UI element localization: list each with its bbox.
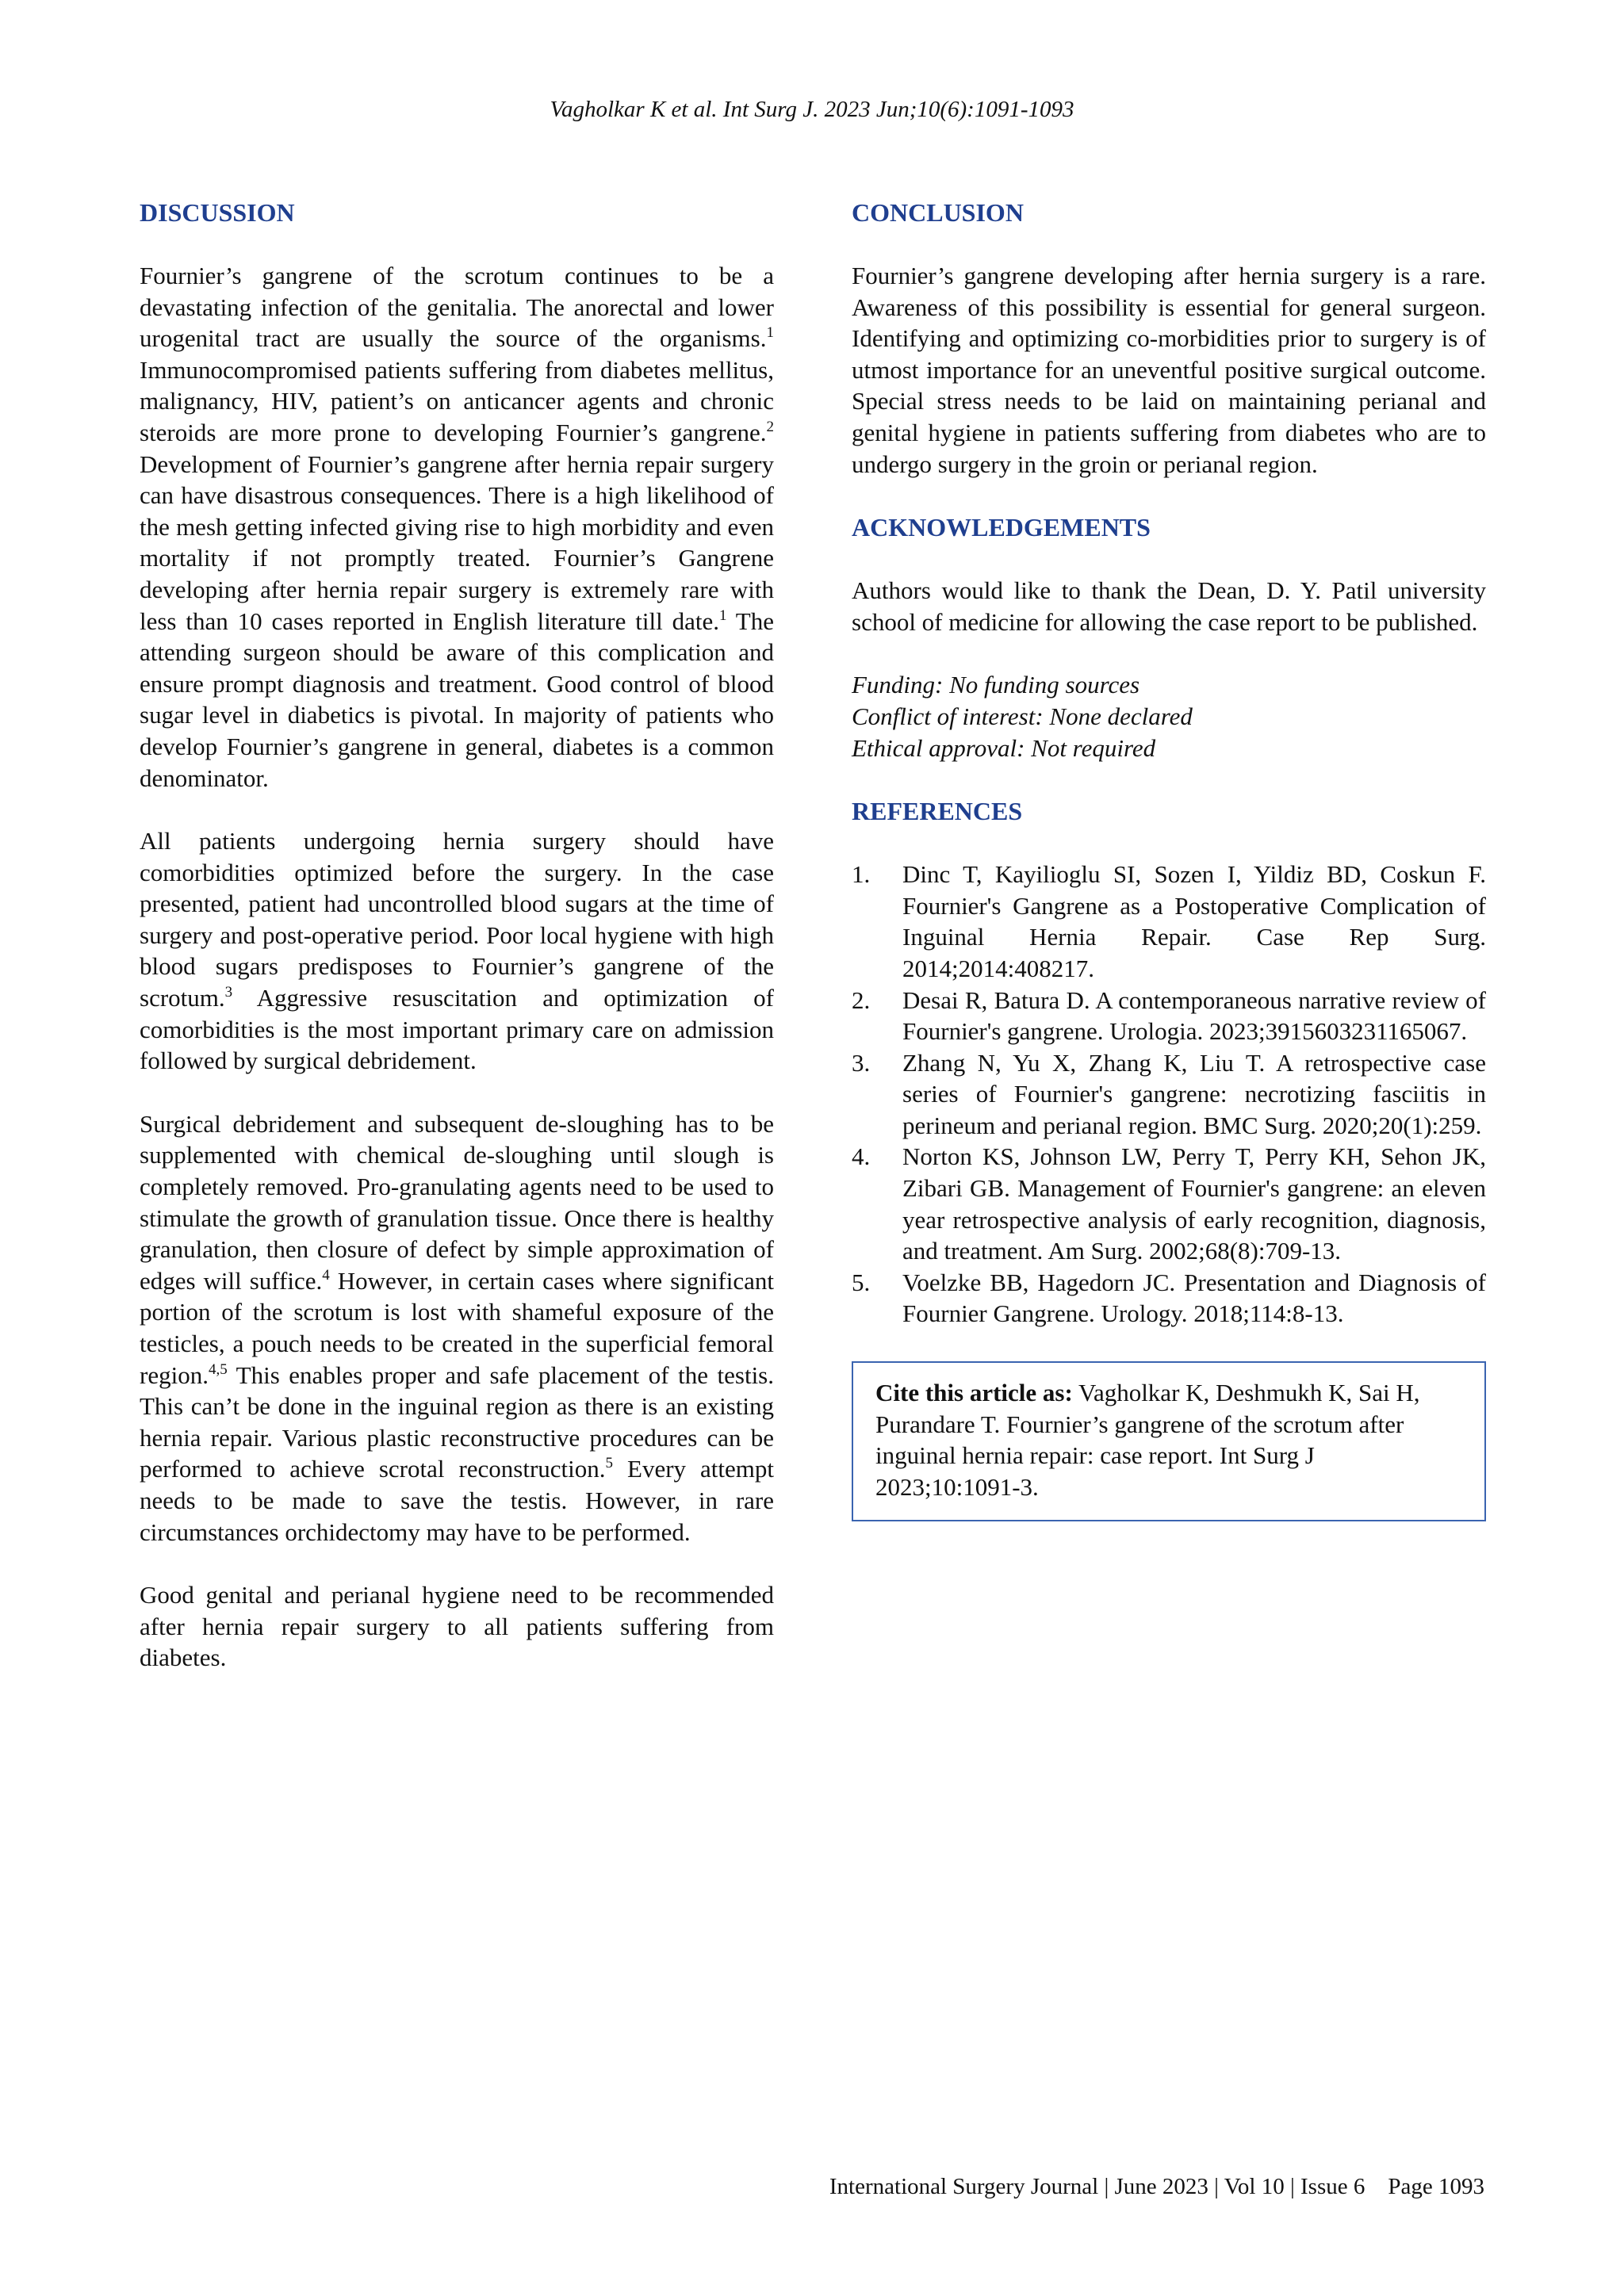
- reference-item: 3. Zhang N, Yu X, Zhang K, Liu T. A retrospective case series of Fournier's gangrene: necrotizing fasciitis in perineum and perianal region. BMC Surg. 2020;20(1):259.: [852, 1048, 1486, 1139]
- discussion-paragraph-4: Good genital and perianal hygiene need to be recommended after hernia repair surgery to all patients suffering from diabetes.: [140, 1581, 774, 1672]
- declarations: [852, 669, 1486, 763]
- references-list: [852, 859, 1486, 1330]
- citation-superscript: 5: [605, 1455, 614, 1472]
- reference-item: 5. Voelzke BB, Hagedorn JC. Presentation and Diagnosis of Fournier Gangrene. Urology. 2018;114:8-13.: [852, 1268, 1486, 1328]
- citation-superscript: 3: [224, 984, 233, 1001]
- ethical-statement: Ethical approval: Not required: [852, 733, 1156, 762]
- acknowledgements-heading: ACKNOWLEDGEMENTS: [852, 513, 1151, 542]
- running-head: Vagholkar K et al. Int Surg J. 2023 Jun;10(6):1091-1093: [550, 97, 1074, 122]
- page-footer: International Surgery Journal | June 2023 | Vol 10 | Issue 6 Page 1093: [829, 2174, 1484, 2199]
- citation-superscript: 2: [766, 418, 774, 435]
- citation-superscript: 1: [718, 607, 727, 624]
- funding-statement: Funding: No funding sources: [852, 671, 1140, 699]
- conclusion-heading: CONCLUSION: [852, 198, 1024, 227]
- reference-item: 1. Dinc T, Kayilioglu SI, Sozen I, Yildiz BD, Coskun F. Fournier's Gangrene as a Postoperative Complication of Inguinal Hernia Repair. Case Rep Surg. 2014;2014:408217.: [852, 860, 1486, 982]
- reference-item: 4. Norton KS, Johnson LW, Perry T, Perry KH, Sehon JK, Zibari GB. Management of Fournier's gangrene: an eleven year retrospective analysis of early recognition, diagnosis, and treatment. Am Surg. 2002;68(8):709-13.: [852, 1142, 1486, 1265]
- left-column: [140, 197, 774, 1674]
- conclusion-paragraph: Fournier’s gangrene developing after hernia surgery is a rare. Awareness of this possibility is essential for general surgeon. Identifying and optimizing co-morbidities prior to surgery is of utmost importance for an uneventful positive surgical outcome. Special stress needs to be laid on maintaining perianal and genital hygiene in patients suffering from diabetes who are to undergo surgery in the groin or perianal region.: [852, 262, 1486, 478]
- cite-label: Cite this article as:: [875, 1379, 1073, 1407]
- citation-superscript: 4,5: [208, 1360, 228, 1378]
- discussion-paragraph-1: Fournier’s gangrene of the scrotum continues to be a devastating infection of the genitalia. The anorectal and lower urogenital tract are usually the source of the organisms.$^1$ Immunocompromised patients suffering from diabetes mellitus, malignancy, HIV, patient’s on anticancer agents and chronic steroids are more prone to developing Fournier’s gangrene.$^2$ Development of Fournier’s gangrene after hernia repair surgery can have disastrous consequences. There is a high likelihood of the mesh getting infected giving rise to high morbidity and even mortality if not promptly treated. Fournier’s Gangrene developing after hernia repair surgery is extremely rare with less than 10 cases reported in English literature till date.$^1$ The attending surgeon should be aware of this complication and ensure prompt diagnosis and treatment. Good control of blood sugar level in diabetics is pivotal. In majority of patients who develop Fournier’s gangrene in general, diabetes is a common denominator.: [140, 262, 774, 792]
- acknowledgements-paragraph: Authors would like to thank the Dean, D. Y. Patil university school of medicine for allowing the case report to be published.: [852, 576, 1486, 636]
- discussion-heading: DISCUSSION: [140, 198, 295, 227]
- citation-superscript: 1: [766, 324, 774, 342]
- discussion-paragraph-3: Surgical debridement and subsequent de-sloughing has to be supplemented with chemical de-sloughing until slough is completely removed. Pro-granulating agents need to be used to stimulate the growth of granulation tissue. Once there is healthy granulation, then closure of defect by simple approximation of edges will suffice.$^4$ However, in certain cases where significant portion of the scrotum is lost with shameful exposure of the testicles, a pouch needs to be created in the superficial femoral region.$^{4,5}$ This enables proper and safe placement of the testis. This can’t be done in the inguinal region as there is an existing hernia repair. Various plastic reconstructive procedures can be performed to achieve scrotal reconstruction.$^5$ Every attempt needs to be made to save the testis. However, in rare circumstances orchidectomy may have to be performed.: [140, 1109, 775, 1546]
- discussion-paragraph-2: All patients undergoing hernia surgery should have comorbidities optimized before the surgery. In the case presented, patient had uncontrolled blood sugars at the time of surgery and post-operative period. Poor local hygiene with high blood sugars predisposes to Fournier’s gangrene of the scrotum.$^3$ Aggressive resuscitation and optimization of comorbidities is the most important primary care on admission followed by surgical debridement.: [140, 827, 774, 1075]
- right-column: [852, 197, 1486, 1521]
- citation-superscript: 4: [322, 1266, 330, 1284]
- references-heading: REFERENCES: [852, 797, 1023, 826]
- cite-this-article-box: [852, 1361, 1486, 1521]
- cite-text: Vagholkar K, Deshmukh K, Sai H, Purandare T. Fournier’s gangrene of the scrotum after inguinal hernia repair: case report. Int Surg J 2023;10:1091-3.: [875, 1379, 1420, 1501]
- reference-item: 2. Desai R, Batura D. A contemporaneous narrative review of Fournier's gangrene. Urologia. 2023;3915603231165067.: [852, 985, 1486, 1046]
- conflict-statement: Conflict of interest: None declared: [852, 702, 1193, 730]
